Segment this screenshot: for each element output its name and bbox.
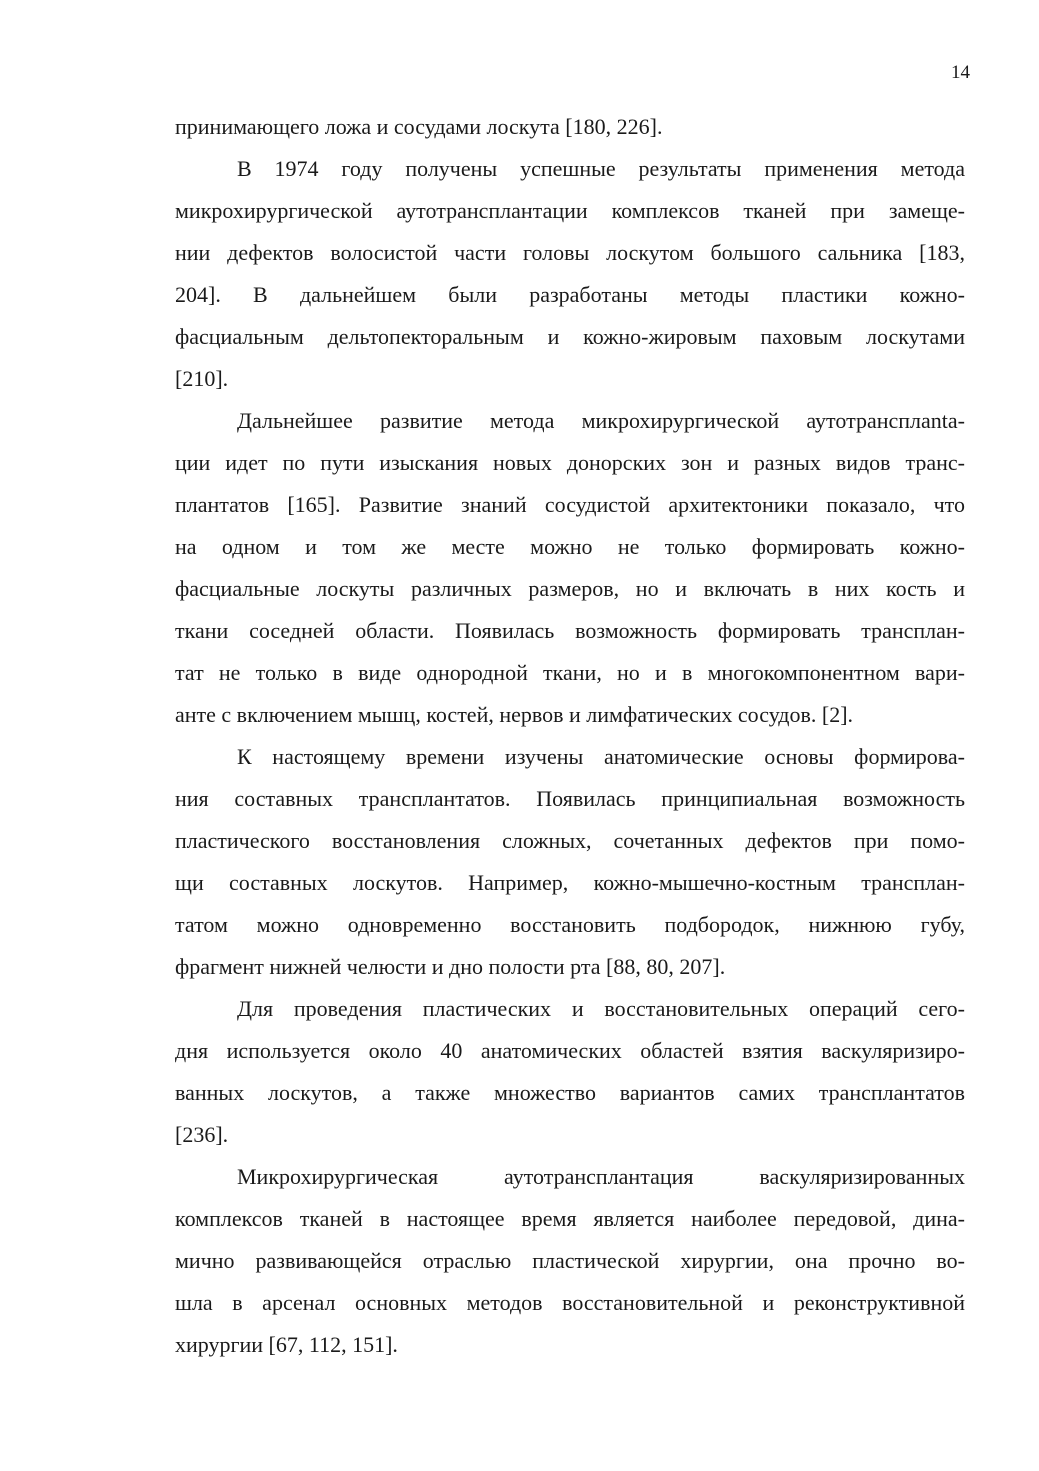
text-line: дня используется около 40 анатомических областей взятия васкуляризиро-: [175, 1038, 965, 1063]
text-line: микрохирургической аутотрансплантации комплексов тканей при замеще-: [175, 198, 965, 223]
text-line: ции идет по пути изыскания новых донорских зон и разных видов транс-: [175, 450, 965, 475]
text-line: [210].: [175, 366, 229, 391]
text-line: ткани соседней области. Появилась возможность формировать трансплан-: [175, 618, 965, 643]
text-line: Микрохирургическая аутотрансплантация васкуляризированных: [237, 1164, 965, 1189]
text-line: мично развивающейся отраслью пластической хирургии, она прочно во-: [175, 1248, 965, 1273]
text-line: комплексов тканей в настоящее время является наиболее передовой, дина-: [175, 1206, 965, 1231]
text-line: анте с включением мышц, костей, нервов и лимфатических сосудов. [2].: [175, 702, 854, 727]
text-line: тат не только в виде однородной ткани, но и в многокомпонентном вари-: [175, 660, 965, 685]
text-line: ванных лоскутов, а также множество вариантов самих трансплантатов: [175, 1080, 965, 1105]
text-line: 204]. В дальнейшем были разработаны методы пластики кожно-: [175, 282, 965, 307]
text-line: К настоящему времени изучены анатомические основы формирова-: [237, 744, 965, 769]
text-line: на одном и том же месте можно не только формировать кожно-: [175, 534, 965, 559]
text-line: татом можно одновременно восстановить подбородок, нижнюю губу,: [175, 912, 965, 937]
text-line: В 1974 году получены успешные результаты применения метода: [237, 156, 965, 181]
text-line: пластического восстановления сложных, сочетанных дефектов при помо-: [175, 828, 965, 853]
text-line: нии дефектов волосистой части головы лоскутом большого сальника [183,: [175, 240, 965, 265]
text-line: шла в арсенал основных методов восстановительной и реконструктивной: [175, 1290, 965, 1315]
text-line: фасциальные лоскуты различных размеров, но и включать в них кость и: [175, 576, 965, 601]
text-line: [236].: [175, 1122, 229, 1147]
text-line: принимающего ложа и сосудами лоскута [180, 226].: [175, 114, 663, 139]
text-line: фрагмент нижней челюсти и дно полости рта [88, 80, 207].: [175, 954, 726, 979]
page-number: 14: [951, 62, 970, 83]
body-text: [175, 106, 965, 1366]
text-line: хирургии [67, 112, 151].: [175, 1332, 398, 1357]
text-line: Дальнейшее развитие метода микрохирургической аутотрансплanta-: [237, 408, 965, 433]
text-line: Для проведения пластических и восстановительных операций сего-: [237, 996, 965, 1021]
text-line: щи составных лоскутов. Например, кожно-мышечно-костным трансплан-: [175, 870, 965, 895]
text-line: ния составных трансплантатов. Появилась принципиальная возможность: [175, 786, 965, 811]
text-line: плантатов [165]. Развитие знаний сосудистой архитектоники показало, что: [175, 492, 965, 517]
text-line: фасциальным дельтопекторальным и кожно-жировым паховым лоскутами: [175, 324, 965, 349]
